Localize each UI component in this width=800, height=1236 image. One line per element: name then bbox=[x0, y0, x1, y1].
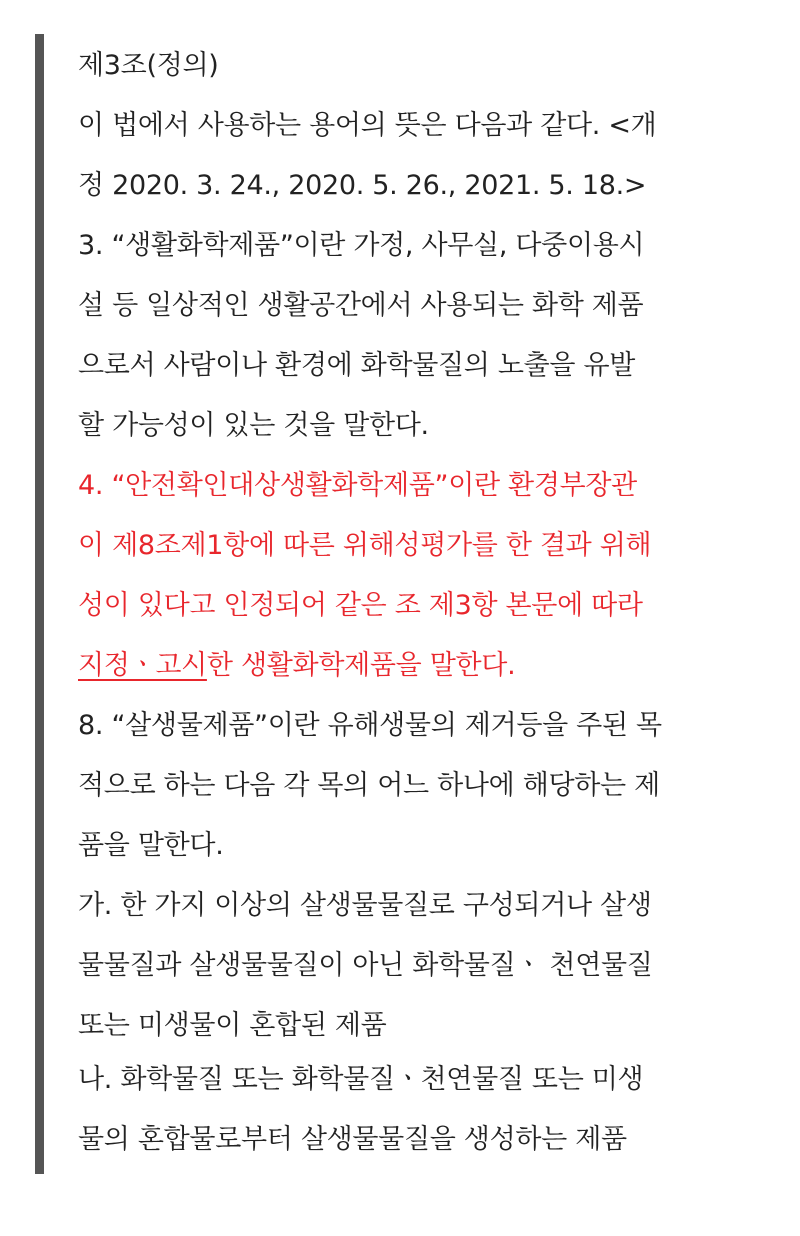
item-4-line: 4. “안전확인대상생활화학제품”이란 환경부장관 bbox=[78, 470, 637, 501]
item-4-line: 성이 있다고 인정되어 같은 조 제3항 본문에 따라 bbox=[78, 590, 643, 621]
item-3-line: 설 등 일상적인 생활공간에서 사용되는 화학 제품 bbox=[78, 290, 644, 321]
sub-item-ga-line: 가. 한 가지 이상의 살생물물질로 구성되거나 살생 bbox=[78, 890, 652, 921]
item-8-line: 품을 말한다. bbox=[78, 830, 224, 861]
law-article bbox=[78, 38, 783, 1172]
sub-item-ga-line: 물물질과 살생물물질이 아닌 화학물질ㆍ 천연물질 bbox=[78, 950, 653, 981]
item-3-line: 3. “생활화학제품”이란 가정, 사무실, 다중이용시 bbox=[78, 230, 645, 261]
item-3-line: 할 가능성이 있는 것을 말한다. bbox=[78, 410, 429, 441]
item-3-line: 으로서 사람이나 환경에 화학물질의 노출을 유발 bbox=[78, 350, 636, 381]
item-4-last-line bbox=[78, 638, 783, 698]
item-4-line: 이 제8조제1항에 따른 위해성평가를 한 결과 위해 bbox=[78, 530, 652, 561]
blockquote-bar bbox=[35, 34, 44, 1174]
intro-line: 정 2020. 3. 24., 2020. 5. 26., 2021. 5. 18.> bbox=[78, 170, 647, 201]
intro-line: 이 법에서 사용하는 용어의 뜻은 다음과 같다. <개 bbox=[78, 110, 657, 141]
item-4-underlined-text: 지정ㆍ고시 bbox=[78, 650, 207, 681]
item-4-rest-text: 한 생활화학제품을 말한다. bbox=[206, 650, 516, 681]
item-8-line: 적으로 하는 다음 각 목의 어느 하나에 해당하는 제 bbox=[78, 770, 660, 801]
sub-item-na-line: 나. 화학물질 또는 화학물질ㆍ천연물질 또는 미생 bbox=[78, 1064, 644, 1095]
sub-item-na-line: 물의 혼합물로부터 살생물물질을 생성하는 제품 bbox=[78, 1124, 627, 1155]
sub-item-ga-line: 또는 미생물이 혼합된 제품 bbox=[78, 1010, 387, 1041]
article-title: 제3조(정의) bbox=[78, 50, 219, 81]
item-8-line: 8. “살생물제품”이란 유해생물의 제거등을 주된 목 bbox=[78, 710, 662, 741]
